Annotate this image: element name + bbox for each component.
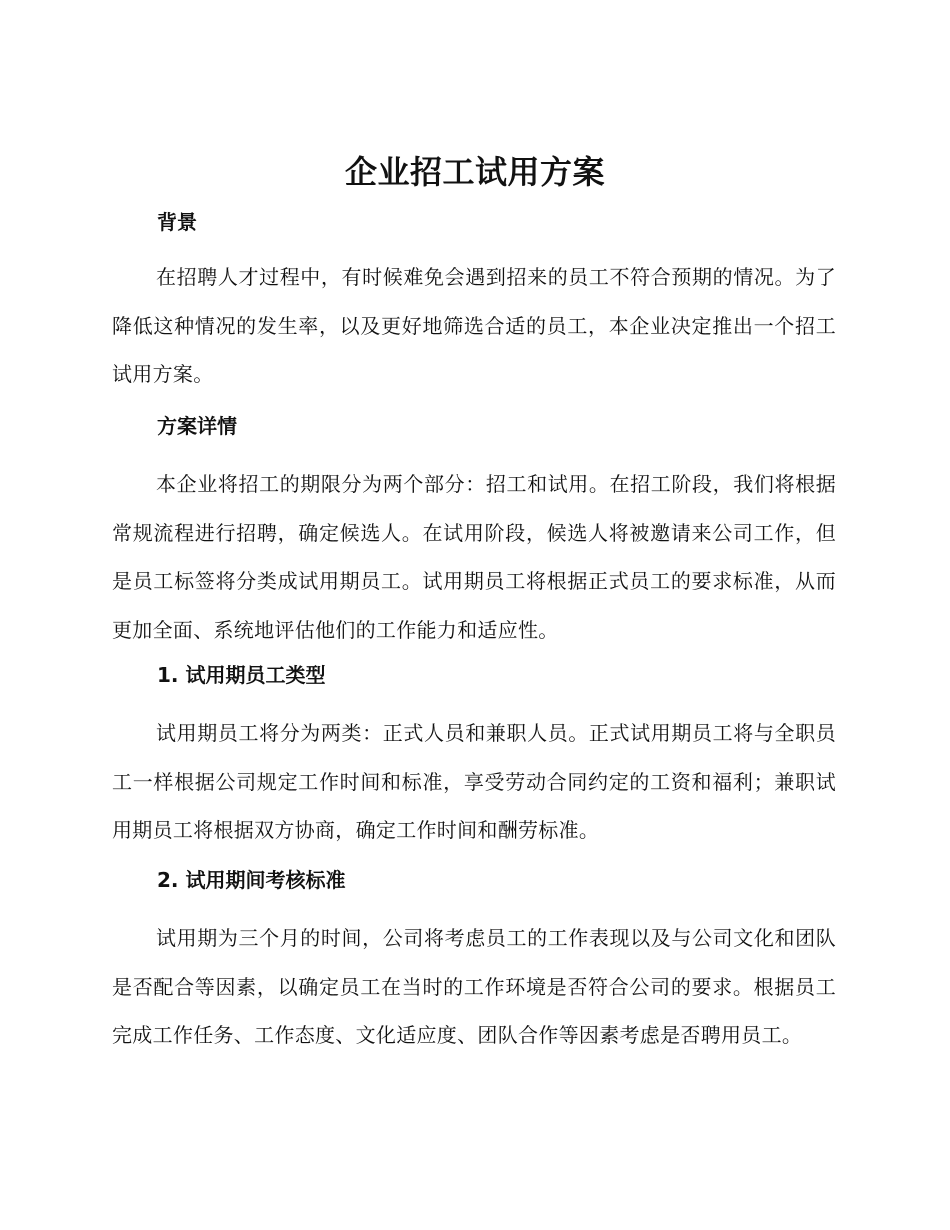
section-heading-assessment-criteria: 2. 试用期间考核标准 [157, 868, 346, 892]
section-heading-background: 背景 [157, 210, 197, 234]
section-paragraph-background: 在招聘人才过程中，有时候难免会遇到招来的员工不符合预期的情况。为了降低这种情况的发生率，以及更好地筛选合适的员工，本企业决定推出一个招工试用方案。 [112, 265, 836, 386]
section-paragraph-probation-types: 试用期员工将分为两类：正式人员和兼职人员。正式试用期员工将与全职员工一样根据公司规定工作时间和标准，享受劳动合同约定的工资和福利；兼职试用期员工将根据双方协商，确定工作时间和酬劳标准。 [112, 721, 836, 842]
section-heading-probation-types: 1. 试用期员工类型 [157, 663, 326, 687]
section-heading-plan-details: 方案详情 [157, 414, 237, 438]
document-title: 企业招工试用方案 [344, 153, 605, 191]
section-paragraph-plan-details: 本企业将招工的期限分为两个部分：招工和试用。在招工阶段，我们将根据常规流程进行招聘，确定候选人。在试用阶段，候选人将被邀请来公司工作，但是员工标签将分类成试用期员工。试用期员工将根据正式员工的要求标准，从而更加全面、系统地评估他们的工作能力和适应性。 [112, 472, 836, 642]
section-paragraph-assessment-criteria: 试用期为三个月的时间，公司将考虑员工的工作表现以及与公司文化和团队是否配合等因素，以确定员工在当时的工作环境是否符合公司的要求。根据员工完成工作任务、工作态度、文化适应度、团队合作等因素考虑是否聘用员工。 [112, 926, 836, 1047]
